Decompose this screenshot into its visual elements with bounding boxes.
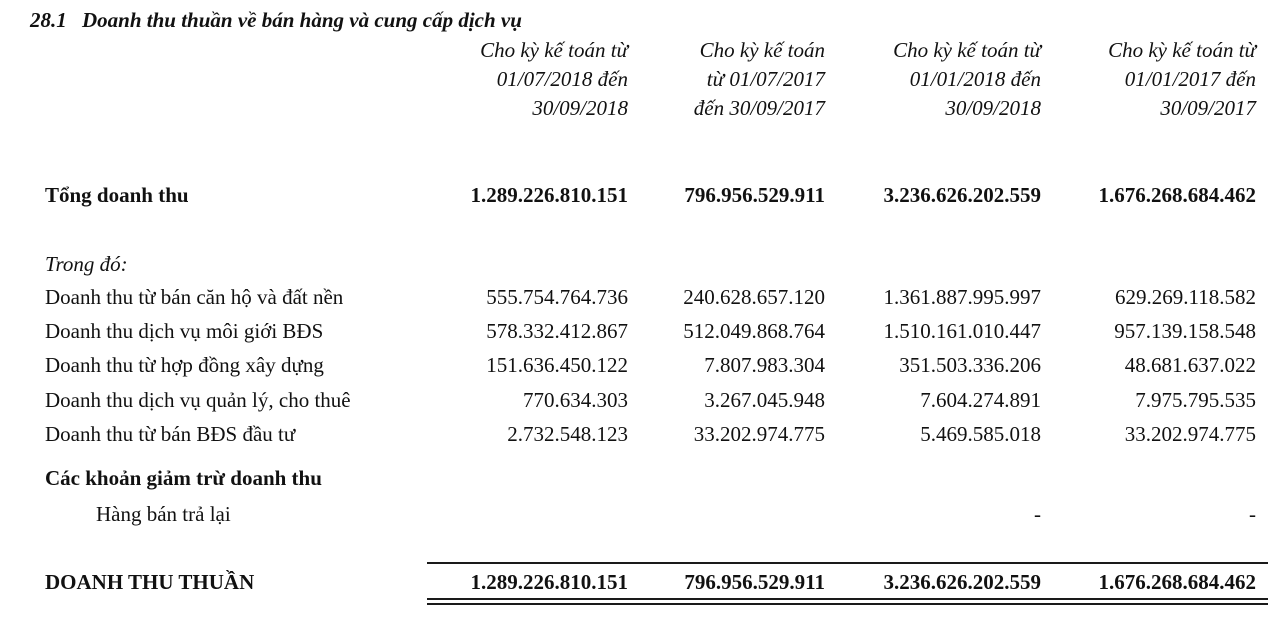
subtotal-rule — [427, 562, 1268, 564]
cell-value: 2.732.548.123 — [507, 422, 628, 446]
column-header-line: Cho kỳ kế toán từ — [480, 38, 628, 62]
total-double-underline — [427, 598, 1268, 605]
column-header-line: Cho kỳ kế toán — [699, 38, 825, 62]
column-header-line: 01/01/2018 đến — [909, 67, 1041, 91]
column-header-q3-2017 — [694, 36, 825, 123]
cell-value: 796.956.529.911 — [684, 570, 825, 594]
column-header-9m-2018 — [893, 36, 1041, 123]
row-label: DOANH THU THUẦN — [45, 570, 255, 594]
cell-value: 957.139.158.548 — [1114, 319, 1256, 343]
section-heading — [30, 8, 522, 33]
table-row-total-revenue — [0, 183, 1279, 213]
cell-value: 7.807.983.304 — [704, 353, 825, 377]
table-row — [0, 353, 1279, 383]
cell-value: 240.628.657.120 — [683, 285, 825, 309]
table-row — [0, 319, 1279, 349]
column-header-line: Cho kỳ kế toán từ — [1108, 38, 1256, 62]
column-header-line: 30/09/2017 — [1160, 96, 1256, 120]
cell-value: 770.634.303 — [523, 388, 628, 412]
cell-value: 578.332.412.867 — [486, 319, 628, 343]
cell-value: 151.636.450.122 — [486, 353, 628, 377]
table-row-net-revenue — [0, 570, 1279, 600]
cell-value: - — [1249, 502, 1256, 526]
row-label: Hàng bán trả lại — [96, 502, 231, 526]
table-row-deductions — [0, 466, 1279, 496]
cell-value: 1.510.161.010.447 — [883, 319, 1041, 343]
row-label: Tổng doanh thu — [45, 183, 189, 207]
cell-value: 1.361.887.995.997 — [883, 285, 1041, 309]
column-header-line: 30/09/2018 — [532, 96, 628, 120]
row-label: Doanh thu từ bán BĐS đầu tư — [45, 422, 296, 446]
column-header-line: đến 30/09/2017 — [693, 96, 825, 120]
row-label: Doanh thu từ bán căn hộ và đất nền — [45, 285, 344, 309]
table-row — [0, 422, 1279, 452]
section-number: 28.1 — [30, 8, 67, 32]
column-header-line: 30/09/2018 — [945, 96, 1041, 120]
cell-value: 7.975.795.535 — [1135, 388, 1256, 412]
row-label: Các khoản giảm trừ doanh thu — [45, 466, 322, 490]
cell-value: 1.676.268.684.462 — [1098, 183, 1256, 207]
cell-value: 351.503.336.206 — [899, 353, 1041, 377]
cell-value: 3.236.626.202.559 — [883, 570, 1041, 594]
cell-value: 555.754.764.736 — [486, 285, 628, 309]
cell-value: 1.289.226.810.151 — [470, 183, 628, 207]
table-row — [0, 388, 1279, 418]
column-header-q3-2018 — [480, 36, 628, 123]
column-header-line: 01/07/2018 đến — [496, 67, 628, 91]
section-title: Doanh thu thuần về bán hàng và cung cấp dịch vụ — [82, 8, 522, 32]
row-label: Doanh thu dịch vụ môi giới BĐS — [45, 319, 324, 343]
column-header-line: Cho kỳ kế toán từ — [893, 38, 1041, 62]
column-header-line: 01/01/2017 đến — [1124, 67, 1256, 91]
cell-value: 629.269.118.582 — [1115, 285, 1256, 309]
table-row-sales-returns — [0, 502, 1279, 532]
cell-value: - — [1034, 502, 1041, 526]
column-header-line: từ 01/07/2017 — [706, 67, 825, 91]
cell-value: 33.202.974.775 — [1124, 422, 1256, 446]
cell-value: 7.604.274.891 — [920, 388, 1041, 412]
row-label: Doanh thu từ hợp đồng xây dựng — [45, 353, 324, 377]
cell-value: 796.956.529.911 — [684, 183, 825, 207]
row-label: Doanh thu dịch vụ quản lý, cho thuê — [45, 388, 351, 412]
cell-value: 3.236.626.202.559 — [883, 183, 1041, 207]
table-row — [0, 285, 1279, 315]
cell-value: 1.676.268.684.462 — [1098, 570, 1256, 594]
cell-value: 1.289.226.810.151 — [470, 570, 628, 594]
table-row-of-which — [0, 252, 1279, 282]
row-label: Trong đó: — [45, 252, 128, 276]
cell-value: 3.267.045.948 — [704, 388, 825, 412]
column-header-9m-2017 — [1108, 36, 1256, 123]
cell-value: 33.202.974.775 — [693, 422, 825, 446]
cell-value: 5.469.585.018 — [920, 422, 1041, 446]
cell-value: 48.681.637.022 — [1124, 353, 1256, 377]
cell-value: 512.049.868.764 — [683, 319, 825, 343]
